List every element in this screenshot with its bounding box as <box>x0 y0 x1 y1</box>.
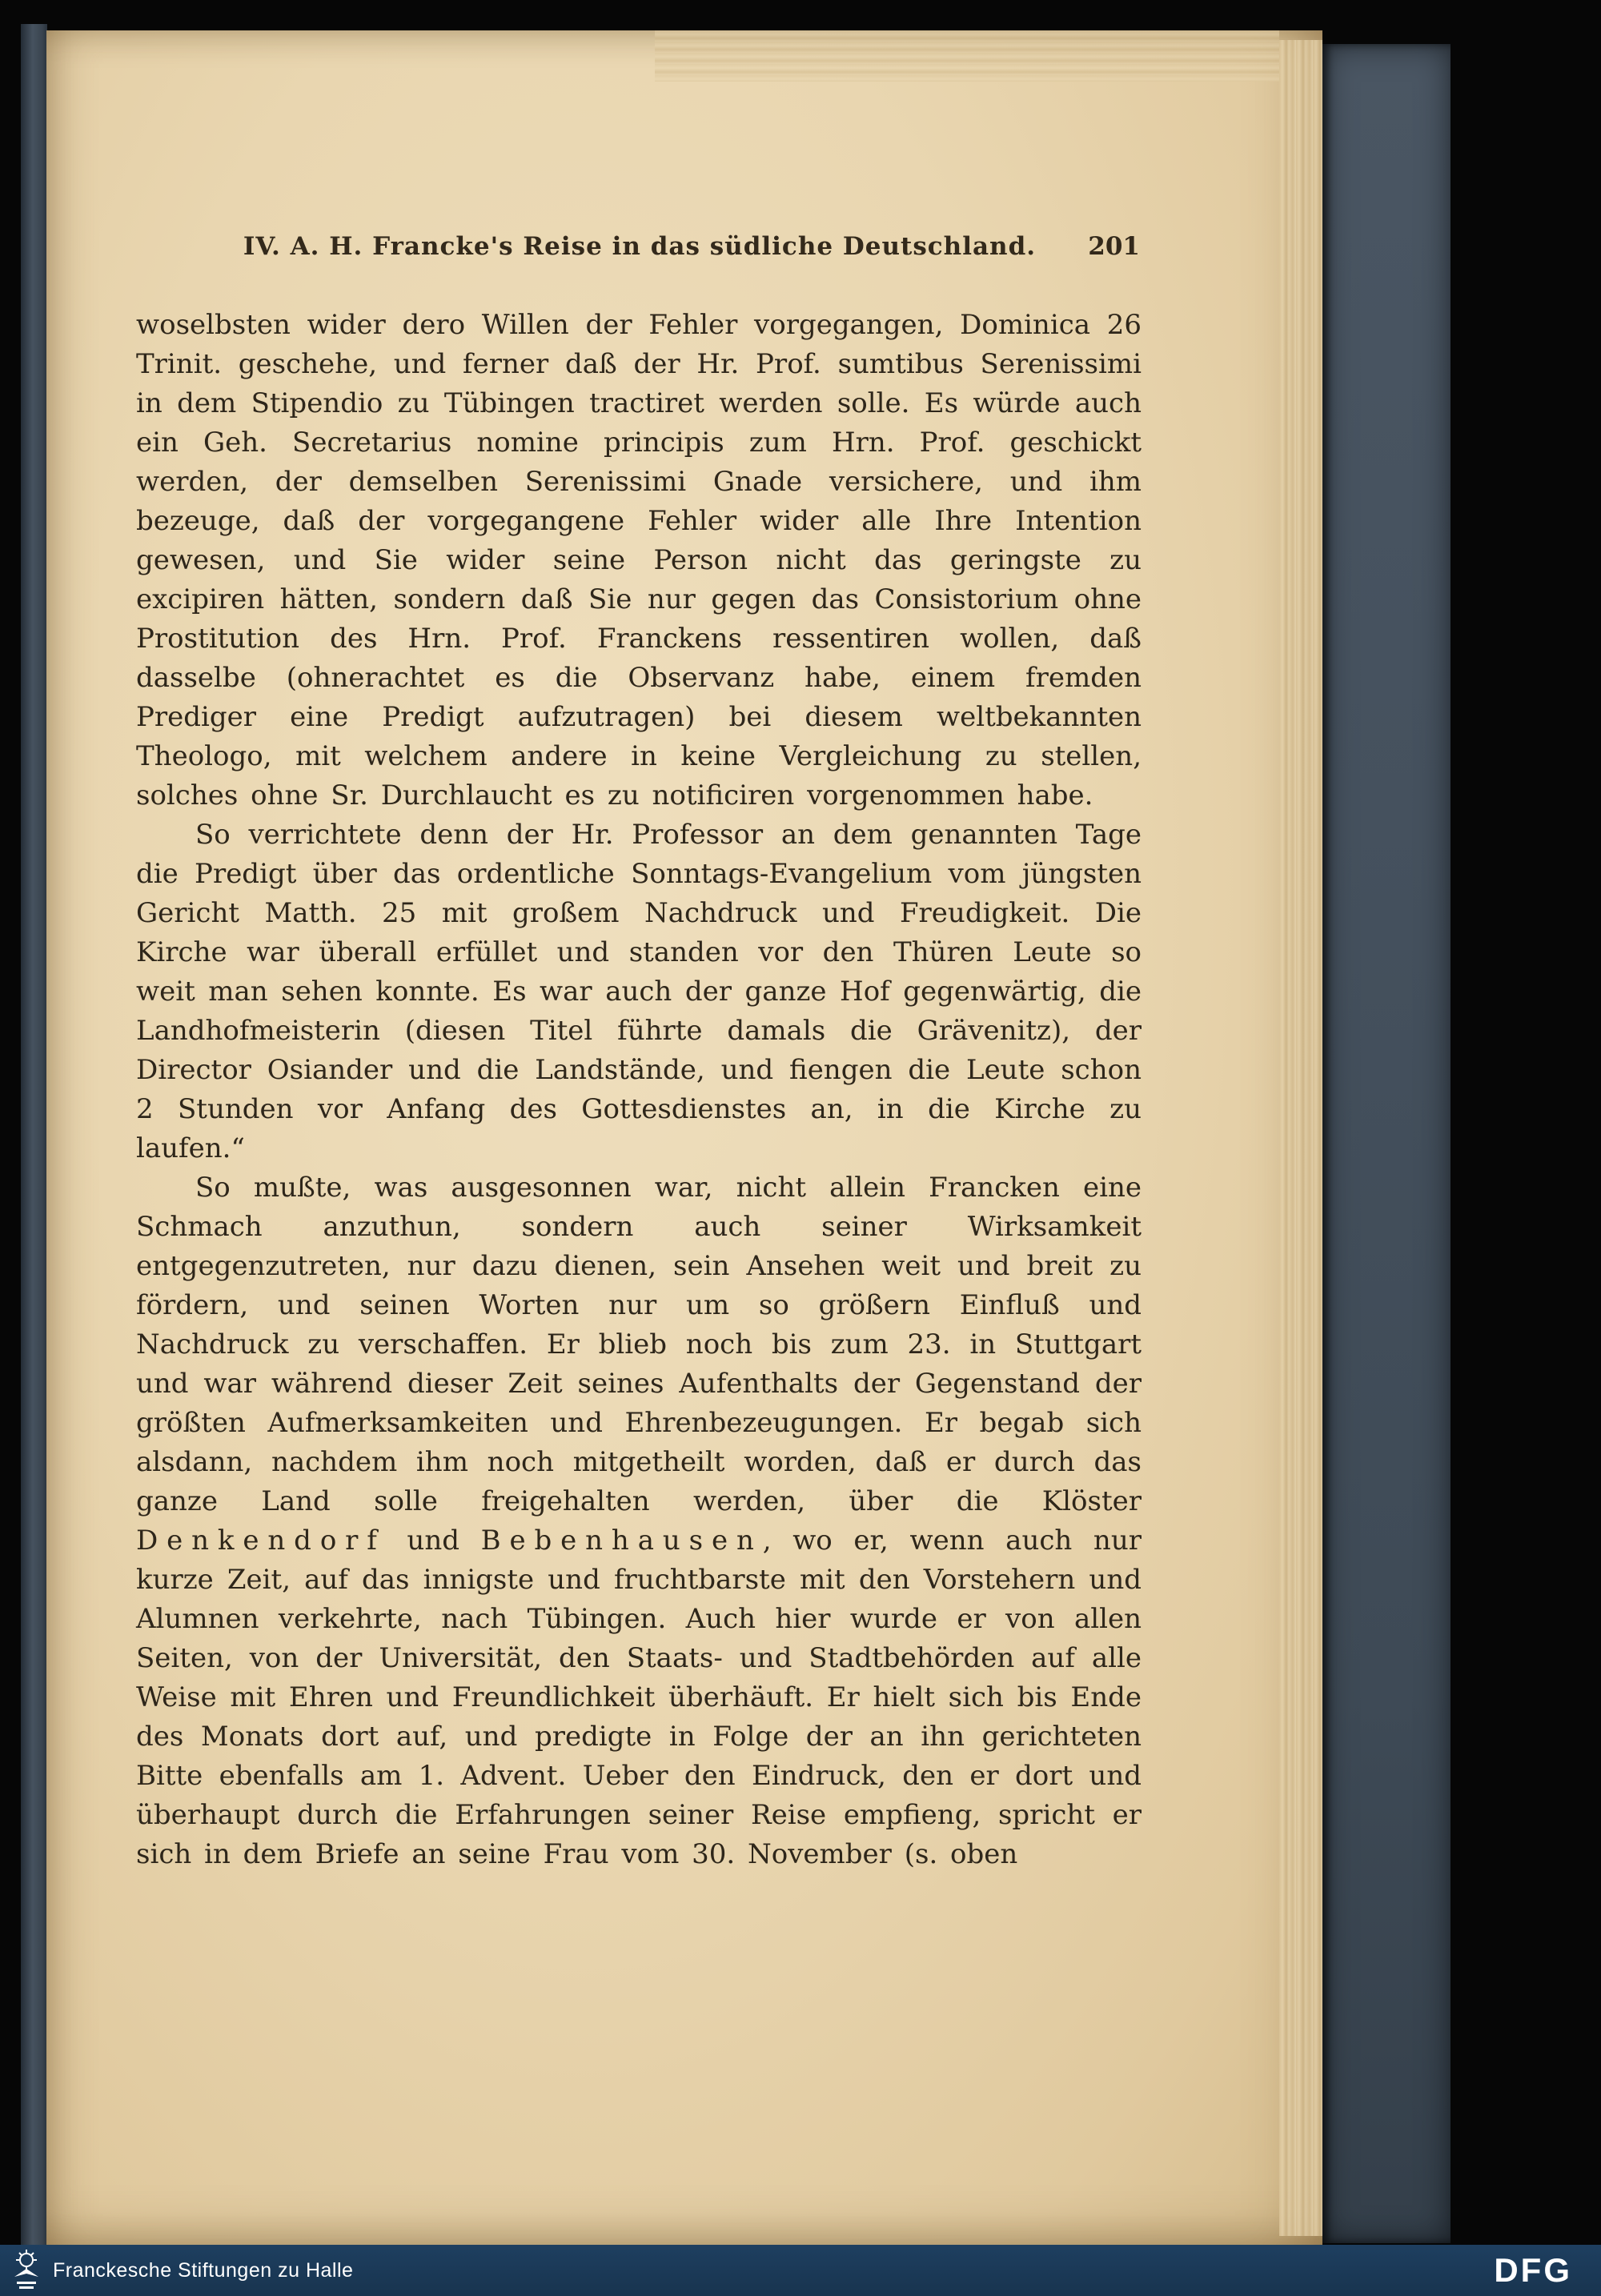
paragraph-text: So mußte, was ausgesonnen war, nicht allein Francken eine Schmach anzuthun, sondern auch seiner Wirksamkeit entgegenzutreten, nur dazu dienen, sein Ansehen weit und breit zu fördern, und seinen Worten nur um so größern Einfluß und Nachdruck zu verschaffen. Er blieb noch bis zum 23. in Stuttgart und war während dieser Zeit seines Aufenthalts der Gegenstand der größten Aufmerksamkeiten und Ehrenbezeugungen. Er begab sich alsdann, nachdem ihm noch mitgetheilt worden, daß er durch das ganze Land solle freigehalten werden, über die Klöster <box>136 1172 1142 1517</box>
franckesche-stiftungen-logo-icon <box>10 2250 43 2291</box>
page-number: 201 <box>1088 232 1140 261</box>
paragraph-text: und <box>385 1525 481 1557</box>
paragraph-text: , wo er, wenn auch nur kurze Zeit, auf das innigste und fruchtbarste mit den Vorstehern und Alumnen verkehrte, nach Tübingen. Auch hier wurde er von allen Seiten, von der Universität, den Staats- und Stadtbehörden auf alle Weise mit Ehren und Freundlichkeit überhäuft. Er hielt sich bis Ende des Monats dort auf, und predigte in Folge der an ihn gerichteten Bitte ebenfalls am 1. Advent. Ueber den Eindruck, den er dort und überhaupt durch die Erfahrungen seiner Reise empfieng, spricht er sich in dem Briefe an seine Frau vom 30. November (s. oben <box>136 1525 1142 1870</box>
page-edges-right <box>1279 40 1322 2236</box>
book-cover-right <box>1322 44 1451 2243</box>
book-cover-spine <box>21 24 47 2246</box>
running-title: IV. A. H. Francke's Reise in das südliche Deutschland. <box>243 232 1037 261</box>
page-edges-top <box>655 30 1279 82</box>
emphasized-place-name: Denkendorf <box>136 1525 386 1557</box>
paragraph: woselbsten wider dero Willen der Fehler vorgegangen, Dominica 26 Trinit. geschehe, und ferner daß der Hr. Prof. sumtibus Serenissimi in dem Stipendio zu Tübingen tractiret werden solle. Es würde auch ein Geh. Secretarius nomine principis zum Hrn. Prof. geschickt werden, der demselben Serenissimi Gnade versichere, und ihm bezeuge, daß der vorgegangene Fehler wider alle Ihre Intention gewesen, und Sie wider seine Person nicht das geringste zu excipiren hätten, sondern daß Sie nur gegen das Consistorium ohne Prostitution des Hrn. Prof. Franckens ressentiren wollen, daß dasselbe (ohnerachtet es die Observanz habe, einem fremden Prediger eine Predigt aufzutragen) bei diesem weltbekannten Theologo, mit welchem andere in keine Vergleichung zu stellen, solches ohne Sr. Durchlaucht es zu notificiren vorgenommen habe. <box>136 309 1142 811</box>
page-header <box>136 232 1143 269</box>
paragraph <box>136 1168 1142 1874</box>
body-text <box>136 306 1142 1874</box>
paragraph: So verrichtete denn der Hr. Professor an dem genannten Tage die Predigt über das ordentliche Sonntags-Evangelium vom jüngsten Gericht Matth. 25 mit großem Nachdruck und Freudigkeit. Die Kirche war überall erfüllet und standen vor den Thüren Leute so weit man sehen konnte. Es war auch der ganze Hof gegenwärtig, die Landhofmeisterin (diesen Titel führte damals die Grävenitz), der Director Osiander und die Landstände, und fiengen die Leute schon 2 Stunden vor Anfang des Gottesdienstes an, in die Kirche zu laufen.“ <box>136 819 1142 1164</box>
book-page <box>46 30 1322 2246</box>
institution-label: Franckesche Stiftungen zu Halle <box>53 2259 354 2282</box>
emphasized-place-name: Bebenhausen <box>480 1525 763 1557</box>
footer-bar <box>0 2245 1601 2296</box>
dfg-logo: DFG <box>1494 2251 1572 2289</box>
